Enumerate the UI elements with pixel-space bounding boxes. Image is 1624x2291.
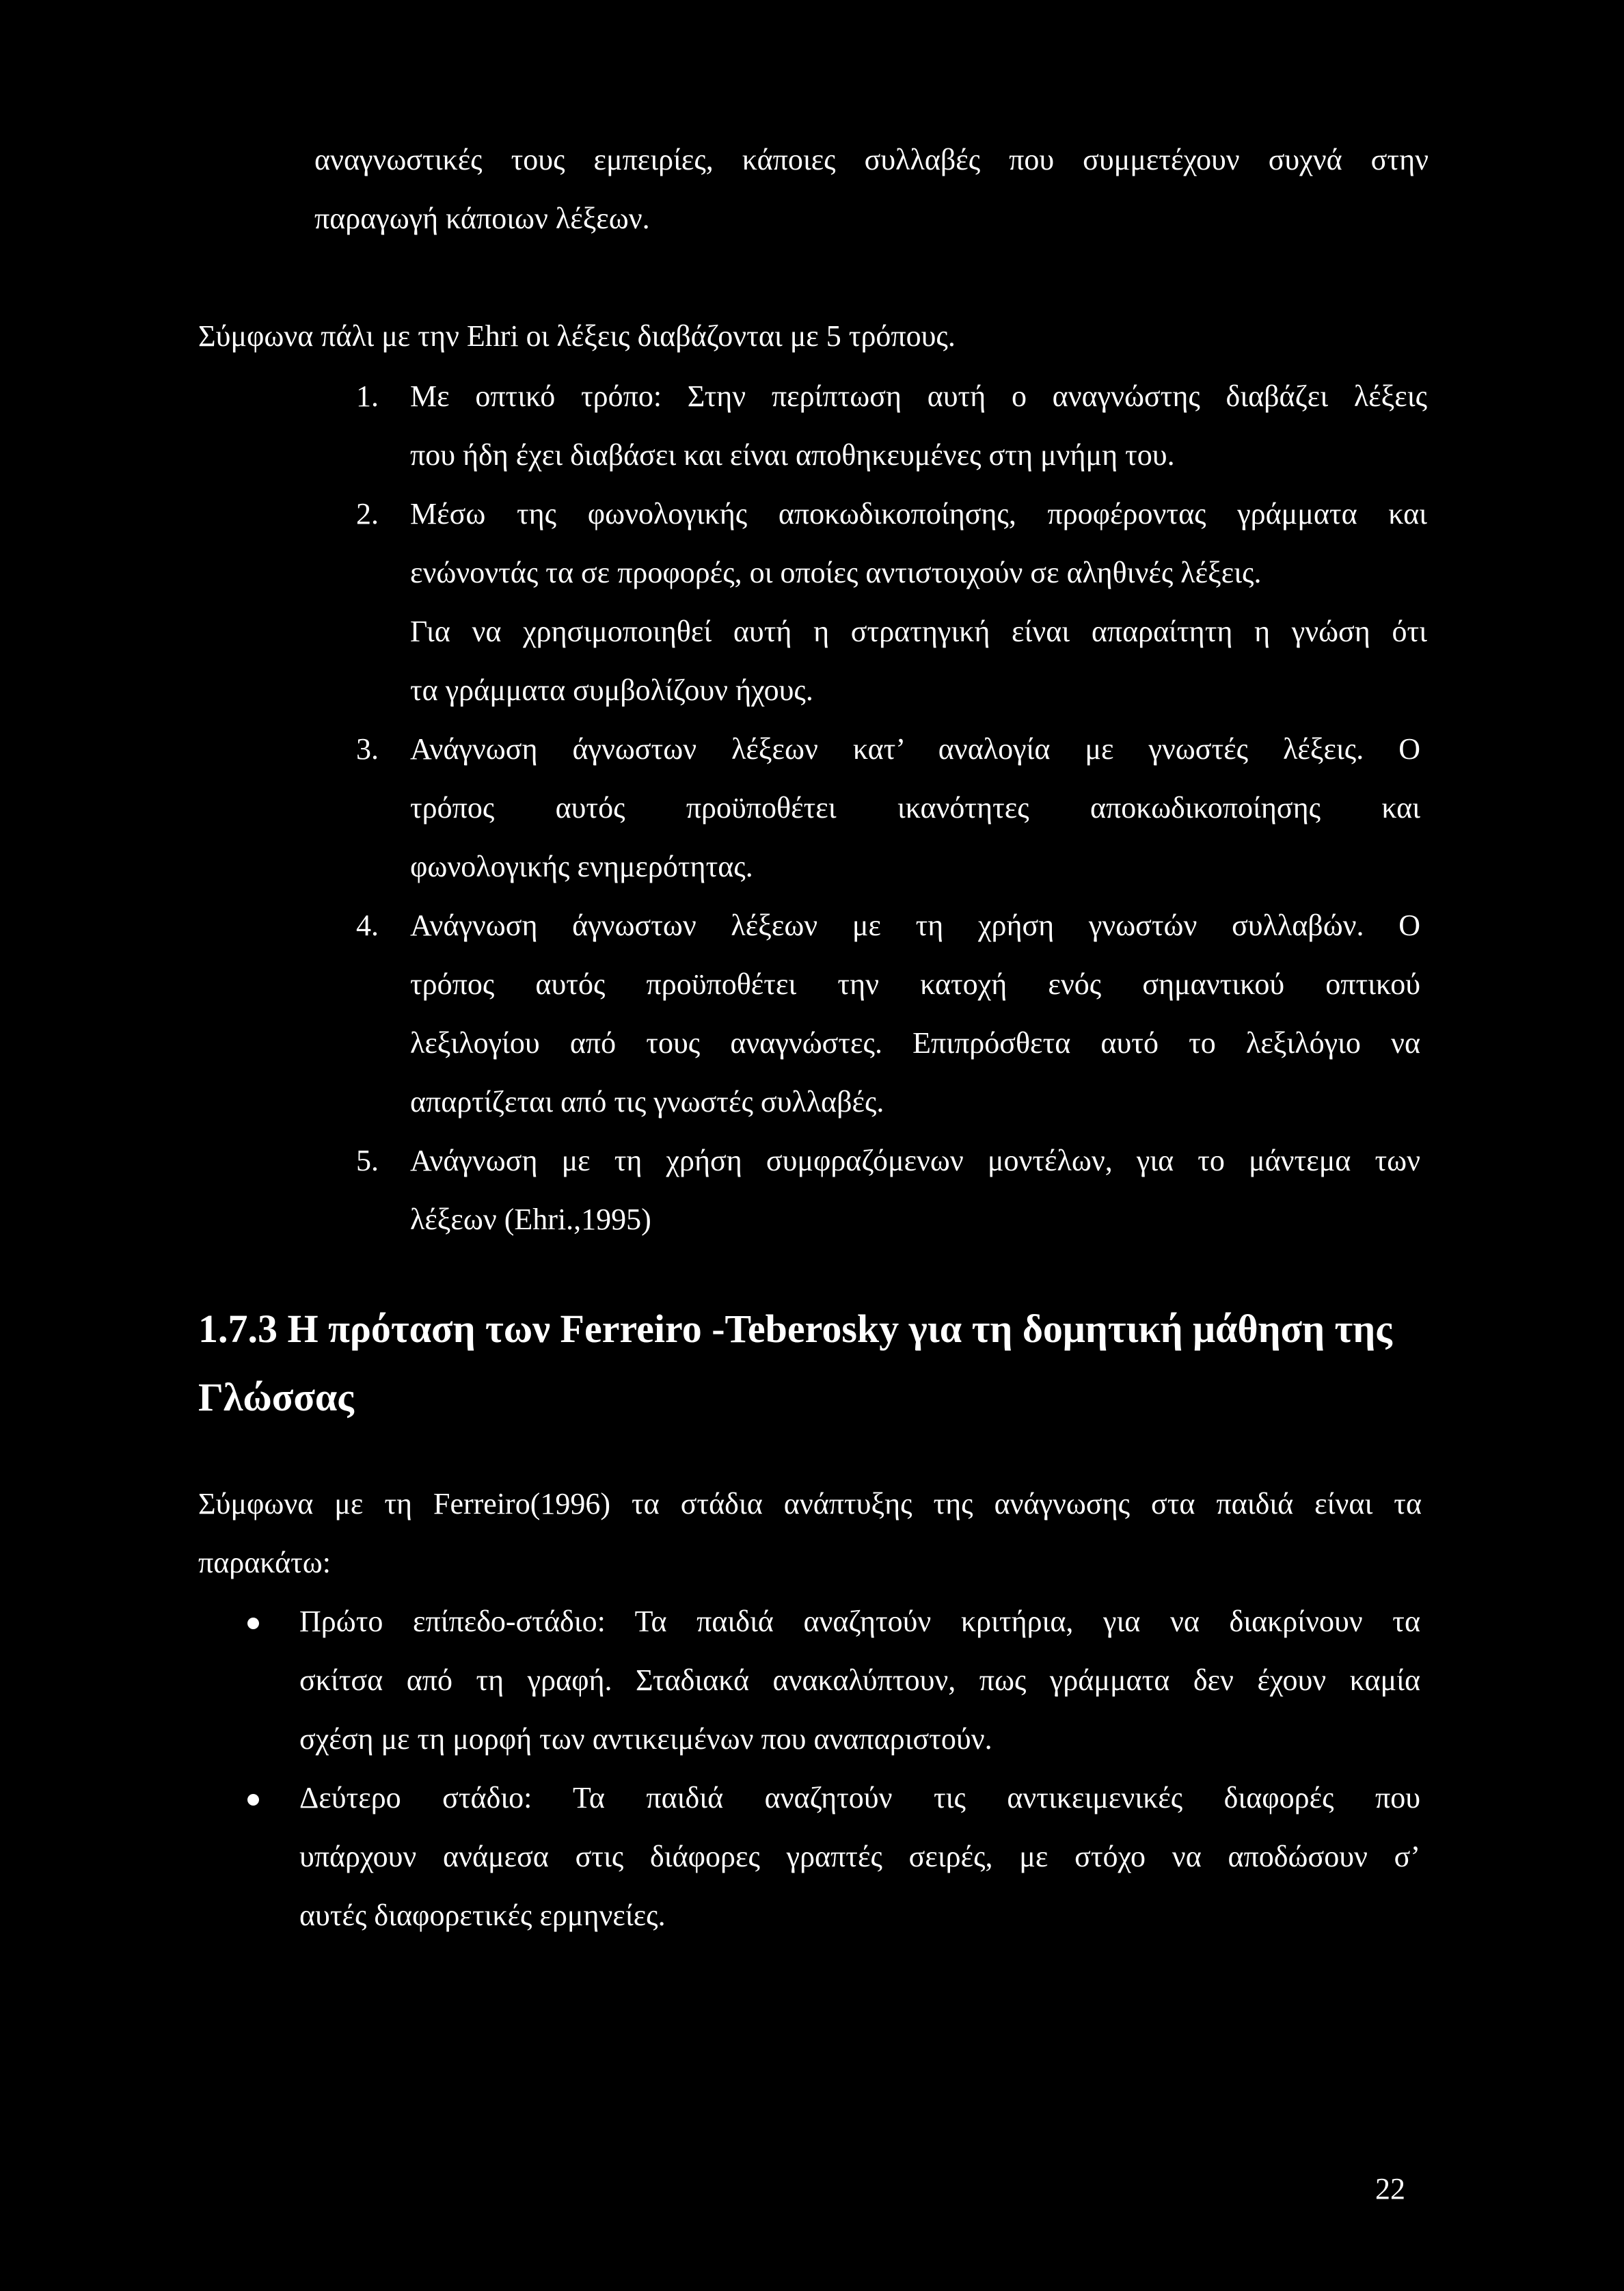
bullet-item-line: αυτές διαφορετικές ερμηνείες.: [299, 1899, 666, 1932]
list-item-line: φωνολογικής ενημερότητας.: [410, 850, 753, 883]
page-number: 22: [1375, 2172, 1405, 2206]
bullet-icon: [247, 1618, 259, 1629]
bullet-item-line: υπάρχουν ανάμεσα στις διάφορες γραπτές σειρές, με στόχο να αποδώσουν σ’: [299, 1840, 1420, 1873]
list-item-number: 4.: [356, 909, 379, 942]
paragraph-line-1: Σύμφωνα με τη Ferreiro(1996) τα στάδια ανάπτυξης της ανάγνωσης στα παιδιά είναι τα: [198, 1487, 1422, 1520]
list-item-line: Με οπτικό τρόπο: Στην περίπτωση αυτή ο αναγνώστης διαβάζει λέξεις: [410, 379, 1427, 413]
list-item-line: Ανάγνωση άγνωστων λέξεων κατ’ αναλογία με γνωστές λέξεις. Ο: [410, 732, 1420, 766]
list-item-number: 1.: [356, 379, 379, 413]
list-item-line: τρόπος αυτός προϋποθέτει ικανότητες αποκωδικοποίησης και: [410, 791, 1420, 825]
list-item-line: που ήδη έχει διαβάσει και είναι αποθηκευμένες στη μνήμη του.: [410, 438, 1175, 472]
list-item-number: 3.: [356, 732, 379, 766]
list-item-line: Ανάγνωση άγνωστων λέξεων με τη χρήση γνωστών συλλαβών. Ο: [410, 909, 1420, 942]
list-item-line: απαρτίζεται από τις γνωστές συλλαβές.: [410, 1085, 884, 1118]
list-item-line: τρόπος αυτός προϋποθέτει την κατοχή ενός σημαντικού οπτικού: [410, 967, 1420, 1001]
list-item-line: λεξιλογίου από τους αναγνώστες. Επιπρόσθετα αυτό το λεξιλόγιο να: [410, 1026, 1420, 1060]
continuation-line-1: αναγνωστικές τους εμπειρίες, κάποιες συλλαβές που συμμετέχουν συχνά στην: [314, 143, 1429, 176]
list-item-number: 5.: [356, 1144, 379, 1177]
bullet-item-line: Δεύτερο στάδιο: Τα παιδιά αναζητούν τις αντικειμενικές διαφορές που: [299, 1781, 1420, 1814]
list-item-line: Ανάγνωση με τη χρήση συμφραζόμενων μοντέλων, για το μάντεμα των: [410, 1144, 1420, 1177]
bullet-item-line: σκίτσα από τη γραφή. Σταδιακά ανακαλύπτουν, πως γράμματα δεν έχουν καμία: [299, 1663, 1420, 1697]
bullet-item-line: σχέση με τη μορφή των αντικειμένων που αναπαριστούν.: [299, 1722, 992, 1756]
intro-sentence: Σύμφωνα πάλι με την Ehri οι λέξεις διαβάζονται με 5 τρόπους.: [198, 319, 956, 353]
list-item-line: Για να χρησιμοποιηθεί αυτή η στρατηγική είναι απαραίτητη η γνώση ότι: [410, 615, 1427, 648]
list-item-line: ενώνοντάς τα σε προφορές, οι οποίες αντιστοιχούν σε αληθινές λέξεις.: [410, 556, 1262, 589]
bullet-item-line: Πρώτο επίπεδο-στάδιο: Τα παιδιά αναζητούν κριτήρια, για να διακρίνουν τα: [299, 1605, 1420, 1638]
bullet-icon: [247, 1794, 259, 1806]
list-item-number: 2.: [356, 497, 379, 531]
section-heading-line-1: 1.7.3 Η πρόταση των Ferreiro -Teberosky για τη δομητική μάθηση της: [198, 1307, 1392, 1351]
continuation-line-2: παραγωγή κάποιων λέξεων.: [314, 202, 650, 235]
list-item-line: Μέσω της φωνολογικής αποκωδικοποίησης, προφέροντας γράμματα και: [410, 497, 1427, 531]
list-item-line: λέξεων (Ehri.,1995): [410, 1203, 651, 1236]
section-heading-line-2: Γλώσσας: [198, 1375, 354, 1419]
paragraph-line-2: παρακάτω:: [198, 1546, 331, 1579]
list-item-line: τα γράμματα συμβολίζουν ήχους.: [410, 673, 813, 707]
